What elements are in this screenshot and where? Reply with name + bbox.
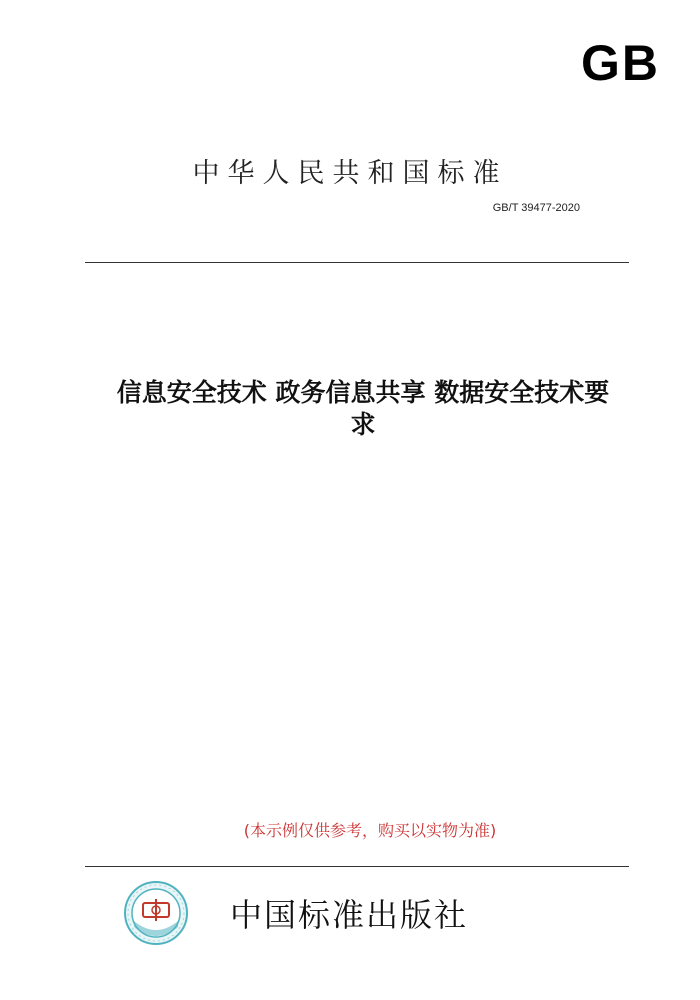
document-title: [58, 377, 668, 441]
bottom-divider: [85, 866, 629, 867]
national-standard-title: 中华人民共和国标准: [192, 158, 508, 189]
document-title-line-2: 求: [350, 410, 376, 439]
sample-disclaimer: (本示例仅供参考，购买以实物为准): [243, 821, 497, 840]
document-title-line-1: 信息安全技术 政务信息共享 数据安全技术要: [116, 378, 610, 407]
standard-number: GB/T 39477-2020: [492, 202, 580, 214]
top-divider: [85, 262, 629, 263]
publisher-name: 中国标准出版社: [230, 896, 469, 934]
gb-logo: GB: [581, 35, 660, 91]
publisher-seal-icon: [124, 881, 188, 945]
